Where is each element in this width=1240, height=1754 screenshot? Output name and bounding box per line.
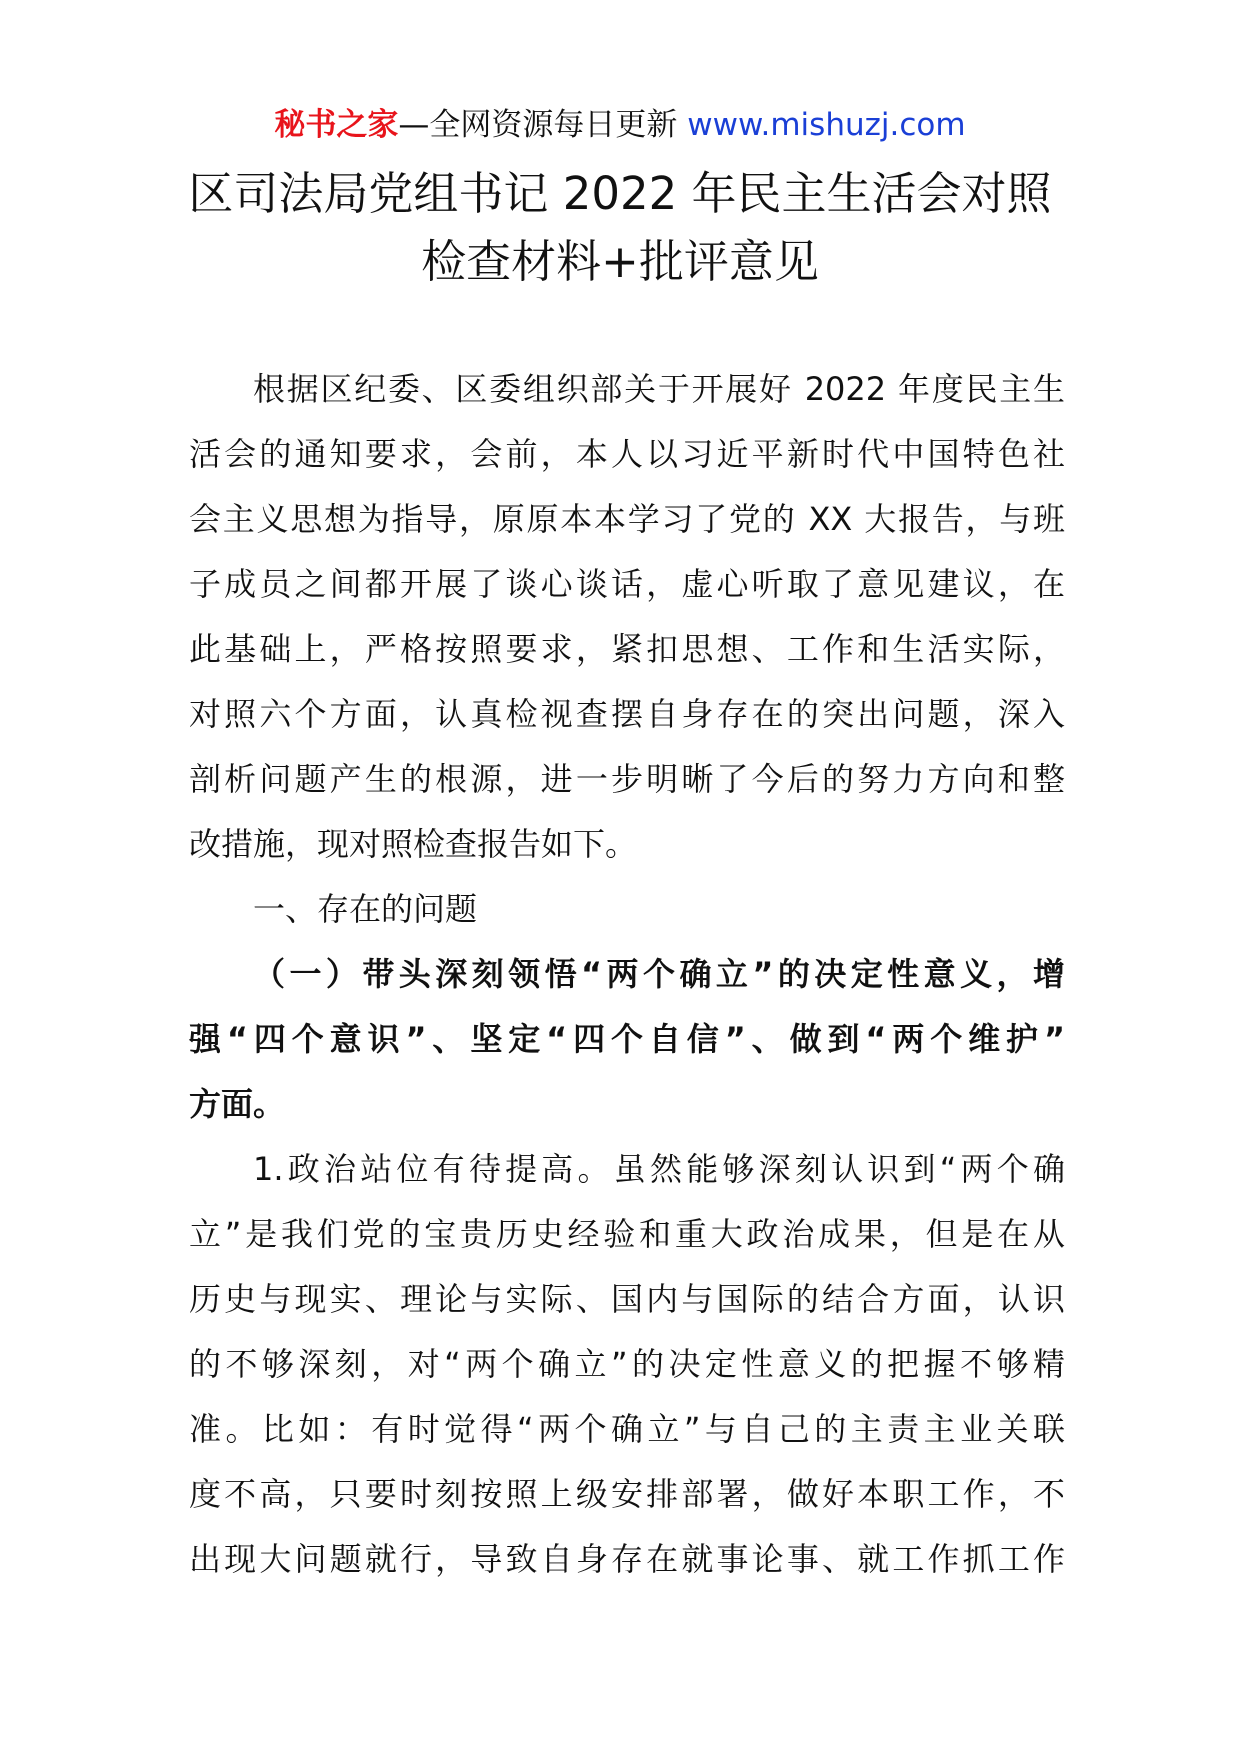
text-line: 会主义思想为指导，原原本本学习了党的 XX 大报告，与班 <box>189 500 1065 538</box>
document-title <box>150 160 1090 296</box>
item-paragraph <box>189 1137 1065 1592</box>
text-line: 子成员之间都开展了谈心谈话，虚心听取了意见建议，在 <box>189 565 1065 603</box>
site-header <box>0 103 1240 147</box>
site-url[interactable]: www.mishuzj.com <box>687 107 966 143</box>
title-line: 区司法局党组书记 2022 年民主生活会对照 <box>188 167 1052 220</box>
text-line: （一）带头深刻领悟“两个确立”的决定性意义，增 <box>253 955 1065 993</box>
text-line: 改措施，现对照检查报告如下。 <box>189 825 638 863</box>
text-line: 此基础上，严格按照要求，紧扣思想、工作和生活实际， <box>189 630 1065 668</box>
text-line: 对照六个方面，认真检视查摆自身存在的突出问题，深入 <box>189 695 1065 733</box>
text-line: 强“四个意识”、坚定“四个自信”、做到“两个维护” <box>189 1020 1065 1058</box>
text-line: 剖析问题产生的根源，进一步明晰了今后的努力方向和整 <box>189 760 1065 798</box>
text-line: 立”是我们党的宝贵历史经验和重大政治成果，但是在从 <box>189 1215 1065 1253</box>
text-line: 活会的通知要求，会前，本人以习近平新时代中国特色社 <box>189 435 1065 473</box>
text-line: 历史与现实、理论与实际、国内与国际的结合方面，认识 <box>189 1280 1065 1318</box>
text-line: 准。比如：有时觉得“两个确立”与自己的主责主业关联 <box>189 1410 1065 1448</box>
text-line: 出现大问题就行，导致自身存在就事论事、就工作抓工作 <box>189 1540 1065 1578</box>
brand-name: 秘书之家 <box>274 107 399 143</box>
header-slogan: —全网资源每日更新 <box>398 107 688 143</box>
document-body <box>189 357 1065 1592</box>
text-line: 的不够深刻，对“两个确立”的决定性意义的把握不够精 <box>189 1345 1065 1383</box>
text-line: 1.政治站位有待提高。虽然能够深刻认识到“两个确 <box>253 1150 1065 1188</box>
subsection-heading <box>189 942 1065 1137</box>
text-line: 度不高，只要时刻按照上级安排部署，做好本职工作，不 <box>189 1475 1065 1513</box>
text-line: 根据区纪委、区委组织部关于开展好 2022 年度民主生 <box>253 370 1065 408</box>
section-heading: 一、存在的问题 <box>253 890 478 928</box>
text-line: 方面。 <box>189 1085 286 1123</box>
title-line: 检查材料+批评意见 <box>421 235 819 288</box>
intro-paragraph <box>189 357 1065 877</box>
